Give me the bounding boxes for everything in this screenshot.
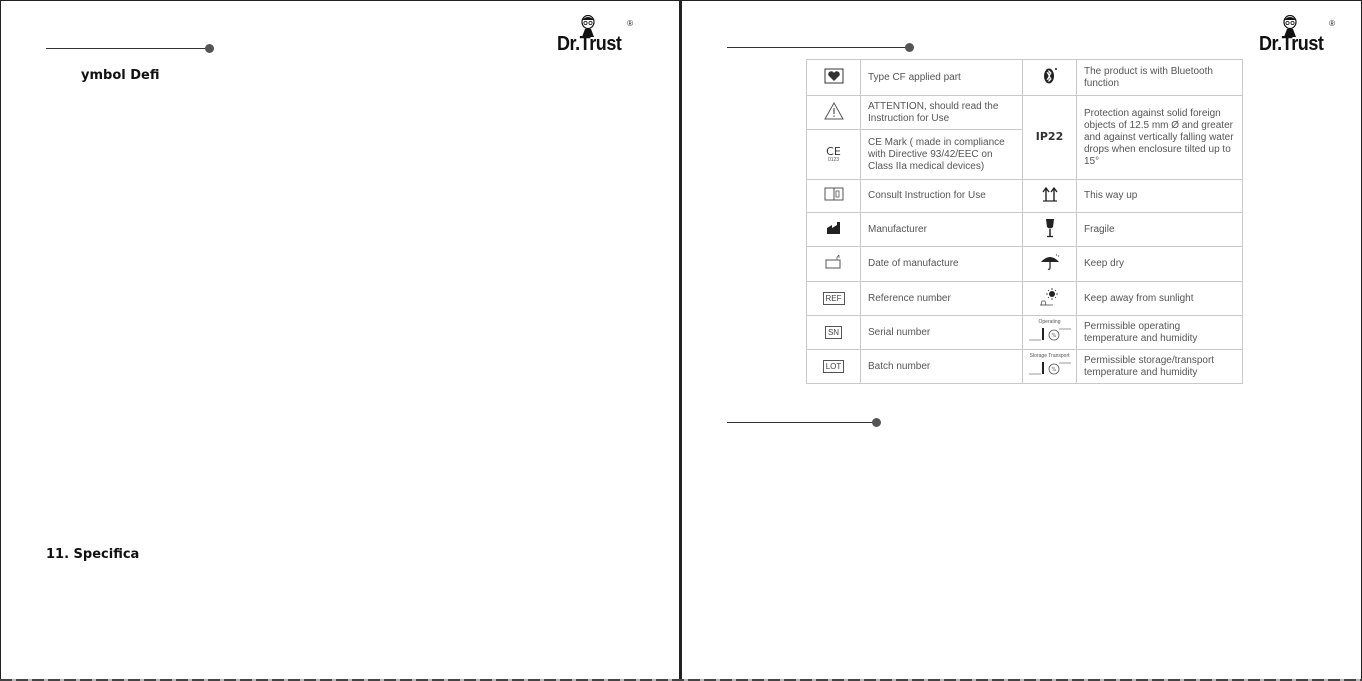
- symbol-definition-table: [806, 59, 1243, 384]
- ip22-icon: [1023, 96, 1077, 180]
- registered-mark: ®: [1329, 19, 1335, 28]
- symbol-description: Date of manufacture: [861, 247, 1023, 282]
- manufacturer-icon: [807, 213, 861, 247]
- storage-temp-humidity-icon: [1023, 350, 1077, 384]
- sunlight-icon: [1023, 282, 1077, 316]
- section-rule-bottom: [727, 422, 876, 423]
- umbrella-icon: [1023, 247, 1077, 282]
- symbol-description: CE Mark ( made in compliance with Directive 93/42/EEC on Class IIa medical devices): [861, 130, 1023, 180]
- symbol-description: Protection against solid foreign objects of 12.5 mm Ø and greater and against vertically falling water drops when enclosure tilted up to 15°: [1077, 96, 1243, 180]
- operating-temp-humidity-icon: [1023, 316, 1077, 350]
- warning-triangle-icon: [807, 96, 861, 130]
- symbol-description: Permissible operating temperature and humidity: [1077, 316, 1243, 350]
- svg-text:%: %: [1051, 332, 1056, 339]
- sn-label: SN: [825, 326, 842, 339]
- logo-wordmark: Dr.Trust: [1259, 33, 1324, 55]
- table-row: [807, 180, 1243, 213]
- rule-dot: [872, 418, 881, 427]
- ce-mark-icon: [807, 130, 861, 180]
- rule-dot: [205, 44, 214, 53]
- svg-text:%: %: [1051, 366, 1056, 373]
- page-spine: [679, 0, 681, 681]
- symbol-description: Consult Instruction for Use: [861, 180, 1023, 213]
- symbol-description: Keep dry: [1077, 247, 1243, 282]
- lot-label: LOT: [823, 360, 845, 373]
- section-rule-top: [727, 47, 909, 48]
- symbol-description: The product is with Bluetooth function: [1077, 60, 1243, 96]
- rule-dot: [905, 43, 914, 52]
- ip22-label: IP22: [1035, 130, 1064, 143]
- symbol-description: Type CF applied part: [861, 60, 1023, 96]
- operating-label: Operating: [1038, 318, 1061, 325]
- ce-number: 0123: [827, 157, 840, 163]
- specification-heading: 11. Specifica: [46, 547, 140, 562]
- registered-mark: ®: [627, 19, 633, 28]
- ref-label: REF: [823, 292, 845, 305]
- dr-trust-logo: [1259, 15, 1339, 55]
- table-row: [807, 350, 1243, 384]
- section-rule: [46, 48, 209, 49]
- symbol-description: Reference number: [861, 282, 1023, 316]
- symbol-description: Batch number: [861, 350, 1023, 384]
- storage-label: Storage Transport: [1029, 352, 1070, 359]
- heart-icon: [807, 60, 861, 96]
- symbol-description: Fragile: [1077, 213, 1243, 247]
- symbol-description: Manufacturer: [861, 213, 1023, 247]
- table-row: [807, 60, 1243, 96]
- fragile-glass-icon: [1023, 213, 1077, 247]
- bluetooth-icon: [1023, 60, 1077, 96]
- symbol-description: Permissible storage/transport temperature and humidity: [1077, 350, 1243, 384]
- symbol-description: Keep away from sunlight: [1077, 282, 1243, 316]
- table-row: [807, 96, 1243, 130]
- symbol-description: Serial number: [861, 316, 1023, 350]
- ce-label: CE: [826, 145, 841, 158]
- logo-wordmark: Dr.Trust: [557, 33, 622, 55]
- table-row: [807, 282, 1243, 316]
- ref-icon: [807, 282, 861, 316]
- table-row: [807, 213, 1243, 247]
- symbol-description: ATTENTION, should read the Instruction for Use: [861, 96, 1023, 130]
- symbol-definitions-heading: ymbol Defi: [81, 68, 160, 83]
- lot-icon: [807, 350, 861, 384]
- table-row: [807, 247, 1243, 282]
- symbol-description: This way up: [1077, 180, 1243, 213]
- table-row: [807, 316, 1243, 350]
- manual-book-icon: [807, 180, 861, 213]
- date-of-manufacture-icon: [807, 247, 861, 282]
- this-way-up-icon: [1023, 180, 1077, 213]
- dr-trust-logo: [557, 15, 637, 55]
- sn-icon: [807, 316, 861, 350]
